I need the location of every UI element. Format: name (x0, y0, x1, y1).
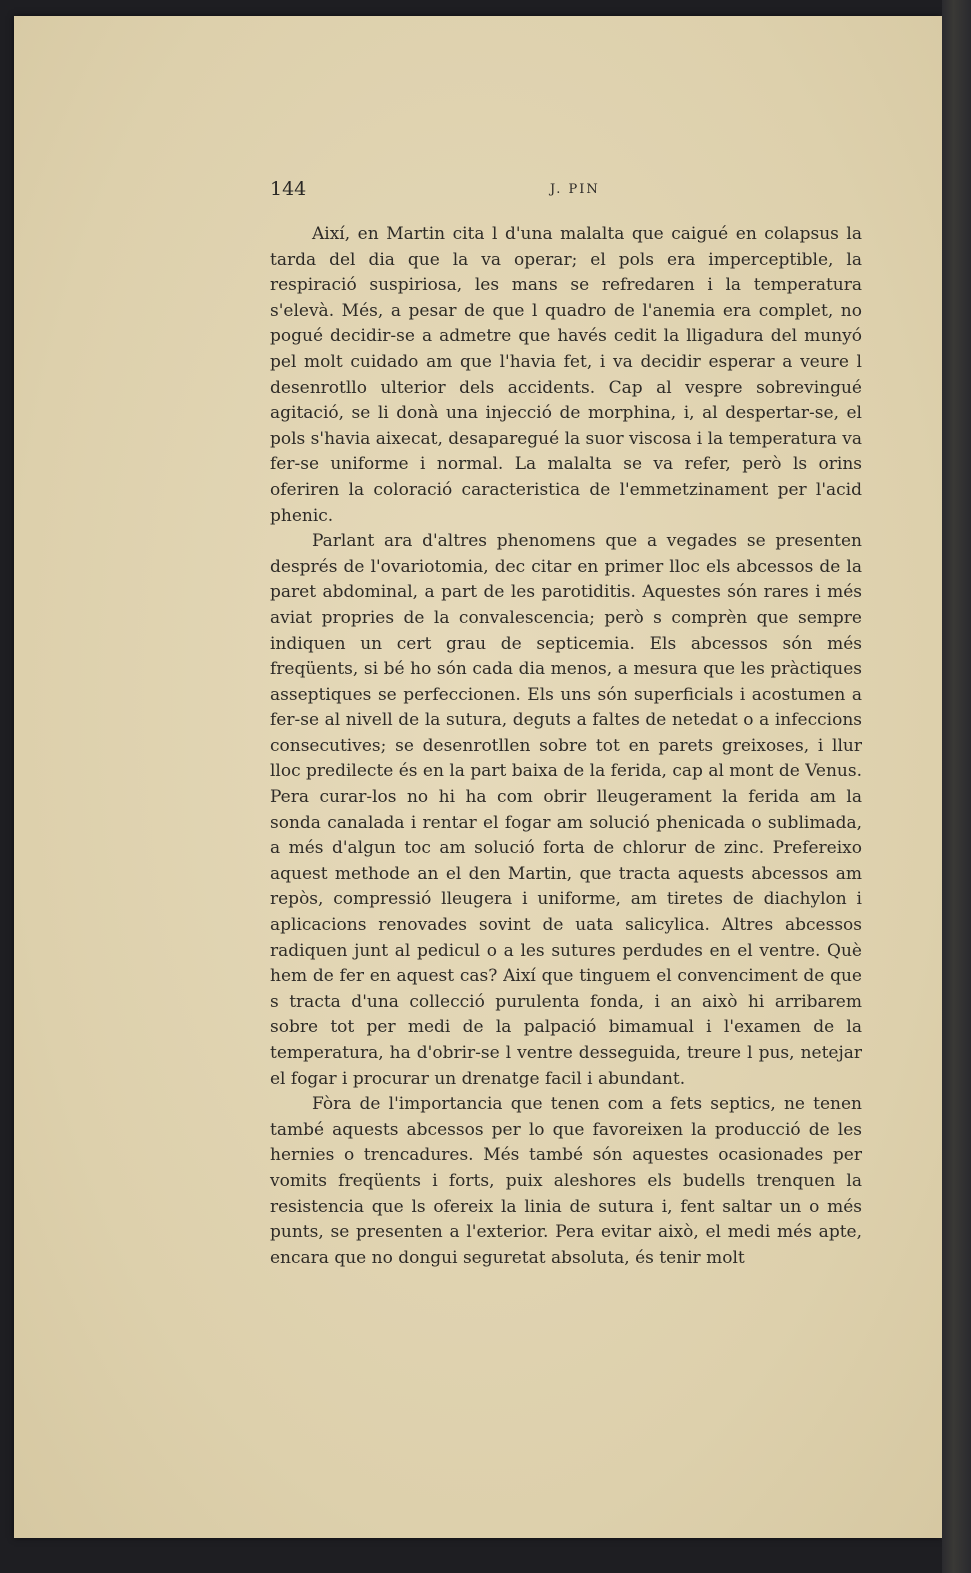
running-head: J. PIN (550, 182, 600, 197)
paragraph-2: Parlant ara d'altres phenomens que a vegades se presenten després de l'ovariotomia, dec citar en primer lloc els abcessos de la paret abdominal, a part de les parotiditis. Aquestes són rares i més aviat propries de la convalescencia; però s comprèn que sempre indiquen un cert grau de septicemia. Els abcessos són més freqüents, si bé ho són cada dia menos, a mesura que les pràctiques asseptiques se perfeccionen. Els uns són superficials i acostumen a fer-se al nivell de la sutura, deguts a faltes de netedat o a infeccions consecutives; se desenrotllen sobre tot en parets greixoses, i llur lloc predilecte és en la part baixa de la ferida, cap al mont de Venus. Pera curar-los no hi ha com obrir lleugerament la ferida am la sonda canalada i rentar el fogar am solució phenicada o sublimada, a més d'algun toc am solució forta de chlorur de zinc. Prefereixo aquest methode an el den Martin, que tracta aquests abcessos am repòs, compressió lleugera i uniforme, am tiretes de diachylon i aplicacions renovades sovint de uata salicylica. Altres abcessos radiquen junt al pedicul o a les sutures perdudes en el ventre. Què hem de fer en aquest cas? Així que tinguem el convenciment de que s tracta d'una collecció purulenta fonda, i an això hi arribarem sobre tot per medi de la palpació bimamual i l'examen de la temperatura, ha d'obrir-se l ventre desseguida, treure l pus, netejar el fogar i procurar un drenatge facil i abundant. (270, 531, 862, 1089)
page-header (270, 178, 862, 206)
page-edge (942, 0, 971, 1573)
paragraph-1: Així, en Martin cita l d'una malalta que caigué en colapsus la tarda del dia que la va operar; el pols era imperceptible, la respiració suspiriosa, les mans se refredaren i la temperatura s'elevà. Més, a pesar de que l quadro de l'anemia era complet, no pogué decidir-se a admetre que havés cedit la lligadura del munyó pel molt cuidado am que l'havia fet, i va decidir esperar a veure l desenrotllo ulterior dels accidents. Cap al vespre sobrevingué agitació, se li donà una injecció de morphina, i, al despertar-se, el pols s'havia aixecat, desaparegué la suor viscosa i la temperatura va fer-se uniforme i normal. La malalta se va refer, però ls orins oferiren la coloració caracteristica de l'emmetzinament per l'acid phenic. (270, 224, 862, 526)
body-text (270, 222, 862, 1271)
paragraph-3: Fòra de l'importancia que tenen com a fets septics, ne tenen també aquests abcessos per lo que favoreixen la producció de les hernies o trencadures. Més també són aquestes ocasionades per vomits freqüents i forts, puix aleshores els budells trenquen la resistencia que ls ofereix la linia de sutura i, fent saltar un o més punts, se presenten a l'exterior. Pera evitar això, el medi més apte, encara que no dongui seguretat absoluta, és tenir molt (270, 1094, 862, 1268)
page-number: 144 (270, 178, 307, 200)
